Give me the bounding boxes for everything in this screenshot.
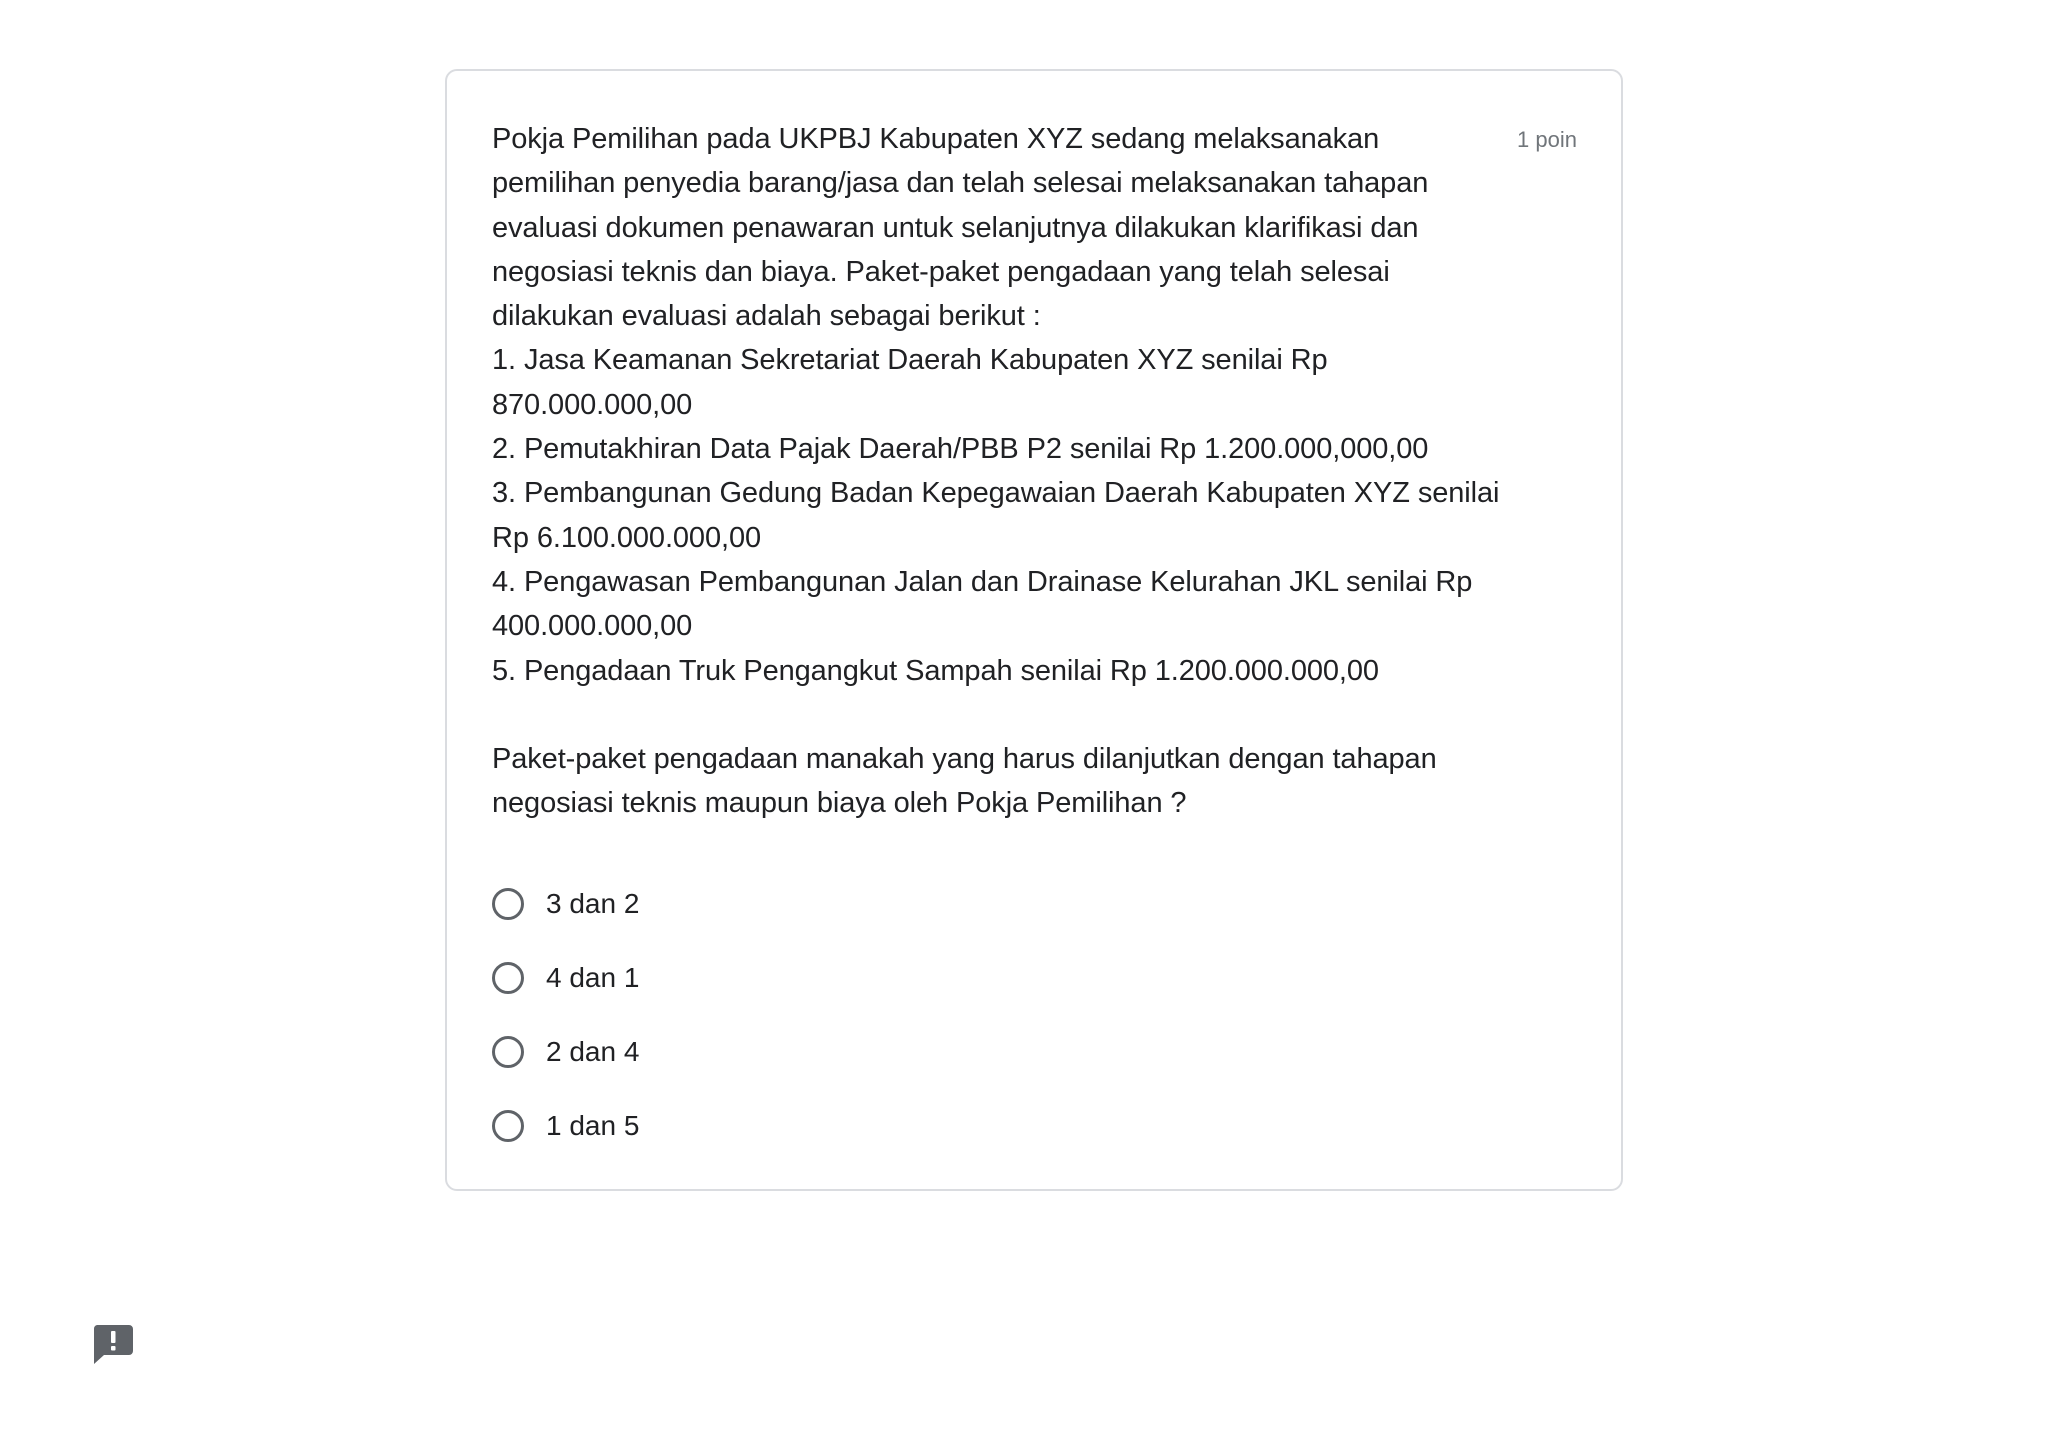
option-label: 2 dan 4 [546, 1036, 640, 1067]
question-line: pemilihan penyedia barang/jasa dan telah selesai melaksanakan tahapan [492, 167, 1429, 200]
question-line: evaluasi dokumen penawaran untuk selanjutnya dilakukan klarifikasi dan [492, 211, 1419, 244]
option-2-dan-4[interactable] [492, 1015, 639, 1089]
question-line: Rp 6.100.000.000,00 [492, 521, 761, 554]
question-line: 2. Pemutakhiran Data Pajak Daerah/PBB P2 senilai Rp 1.200.000,000,00 [492, 433, 1429, 466]
question-line: negosiasi teknis maupun biaya oleh Pokja Pemilihan ? [492, 787, 1187, 820]
radio-button[interactable] [492, 1036, 524, 1068]
question-line: 1. Jasa Keamanan Sekretariat Daerah Kabupaten XYZ senilai Rp [492, 344, 1328, 377]
option-label: 1 dan 5 [546, 1110, 640, 1141]
option-label: 4 dan 1 [546, 962, 640, 993]
answer-options [492, 867, 639, 1163]
question-line: 870.000.000,00 [492, 388, 693, 421]
radio-button[interactable] [492, 962, 524, 994]
option-label: 3 dan 2 [546, 888, 640, 919]
question-line: dilakukan evaluasi adalah sebagai berikut : [492, 300, 1041, 333]
option-3-dan-2[interactable] [492, 867, 639, 941]
report-problem-button[interactable] [92, 1322, 134, 1366]
question-line: 4. Pengawasan Pembangunan Jalan dan Drainase Kelurahan JKL senilai Rp [492, 565, 1473, 598]
option-4-dan-1[interactable] [492, 941, 639, 1015]
question-line: 5. Pengadaan Truk Pengangkut Sampah senilai Rp 1.200.000.000,00 [492, 654, 1379, 687]
question-line: 400.000.000,00 [492, 610, 693, 643]
question-line: 3. Pembangunan Gedung Badan Kepegawaian Daerah Kabupaten XYZ senilai [492, 477, 1500, 510]
radio-button[interactable] [492, 1110, 524, 1142]
question-line: Pokja Pemilihan pada UKPBJ Kabupaten XYZ sedang melaksanakan [492, 123, 1380, 155]
question-line [492, 693, 1532, 737]
question-line: Paket-paket pengadaan manakah yang harus dilanjutkan dengan tahapan [492, 743, 1437, 776]
radio-button[interactable] [492, 888, 524, 920]
question-card [445, 69, 1623, 1191]
question-line: negosiasi teknis dan biaya. Paket-paket pengadaan yang telah selesai [492, 255, 1390, 288]
question-text [492, 117, 1532, 826]
points-label: 1 poin [1517, 127, 1577, 152]
report-icon [92, 1322, 134, 1366]
option-1-dan-5[interactable] [492, 1089, 639, 1163]
